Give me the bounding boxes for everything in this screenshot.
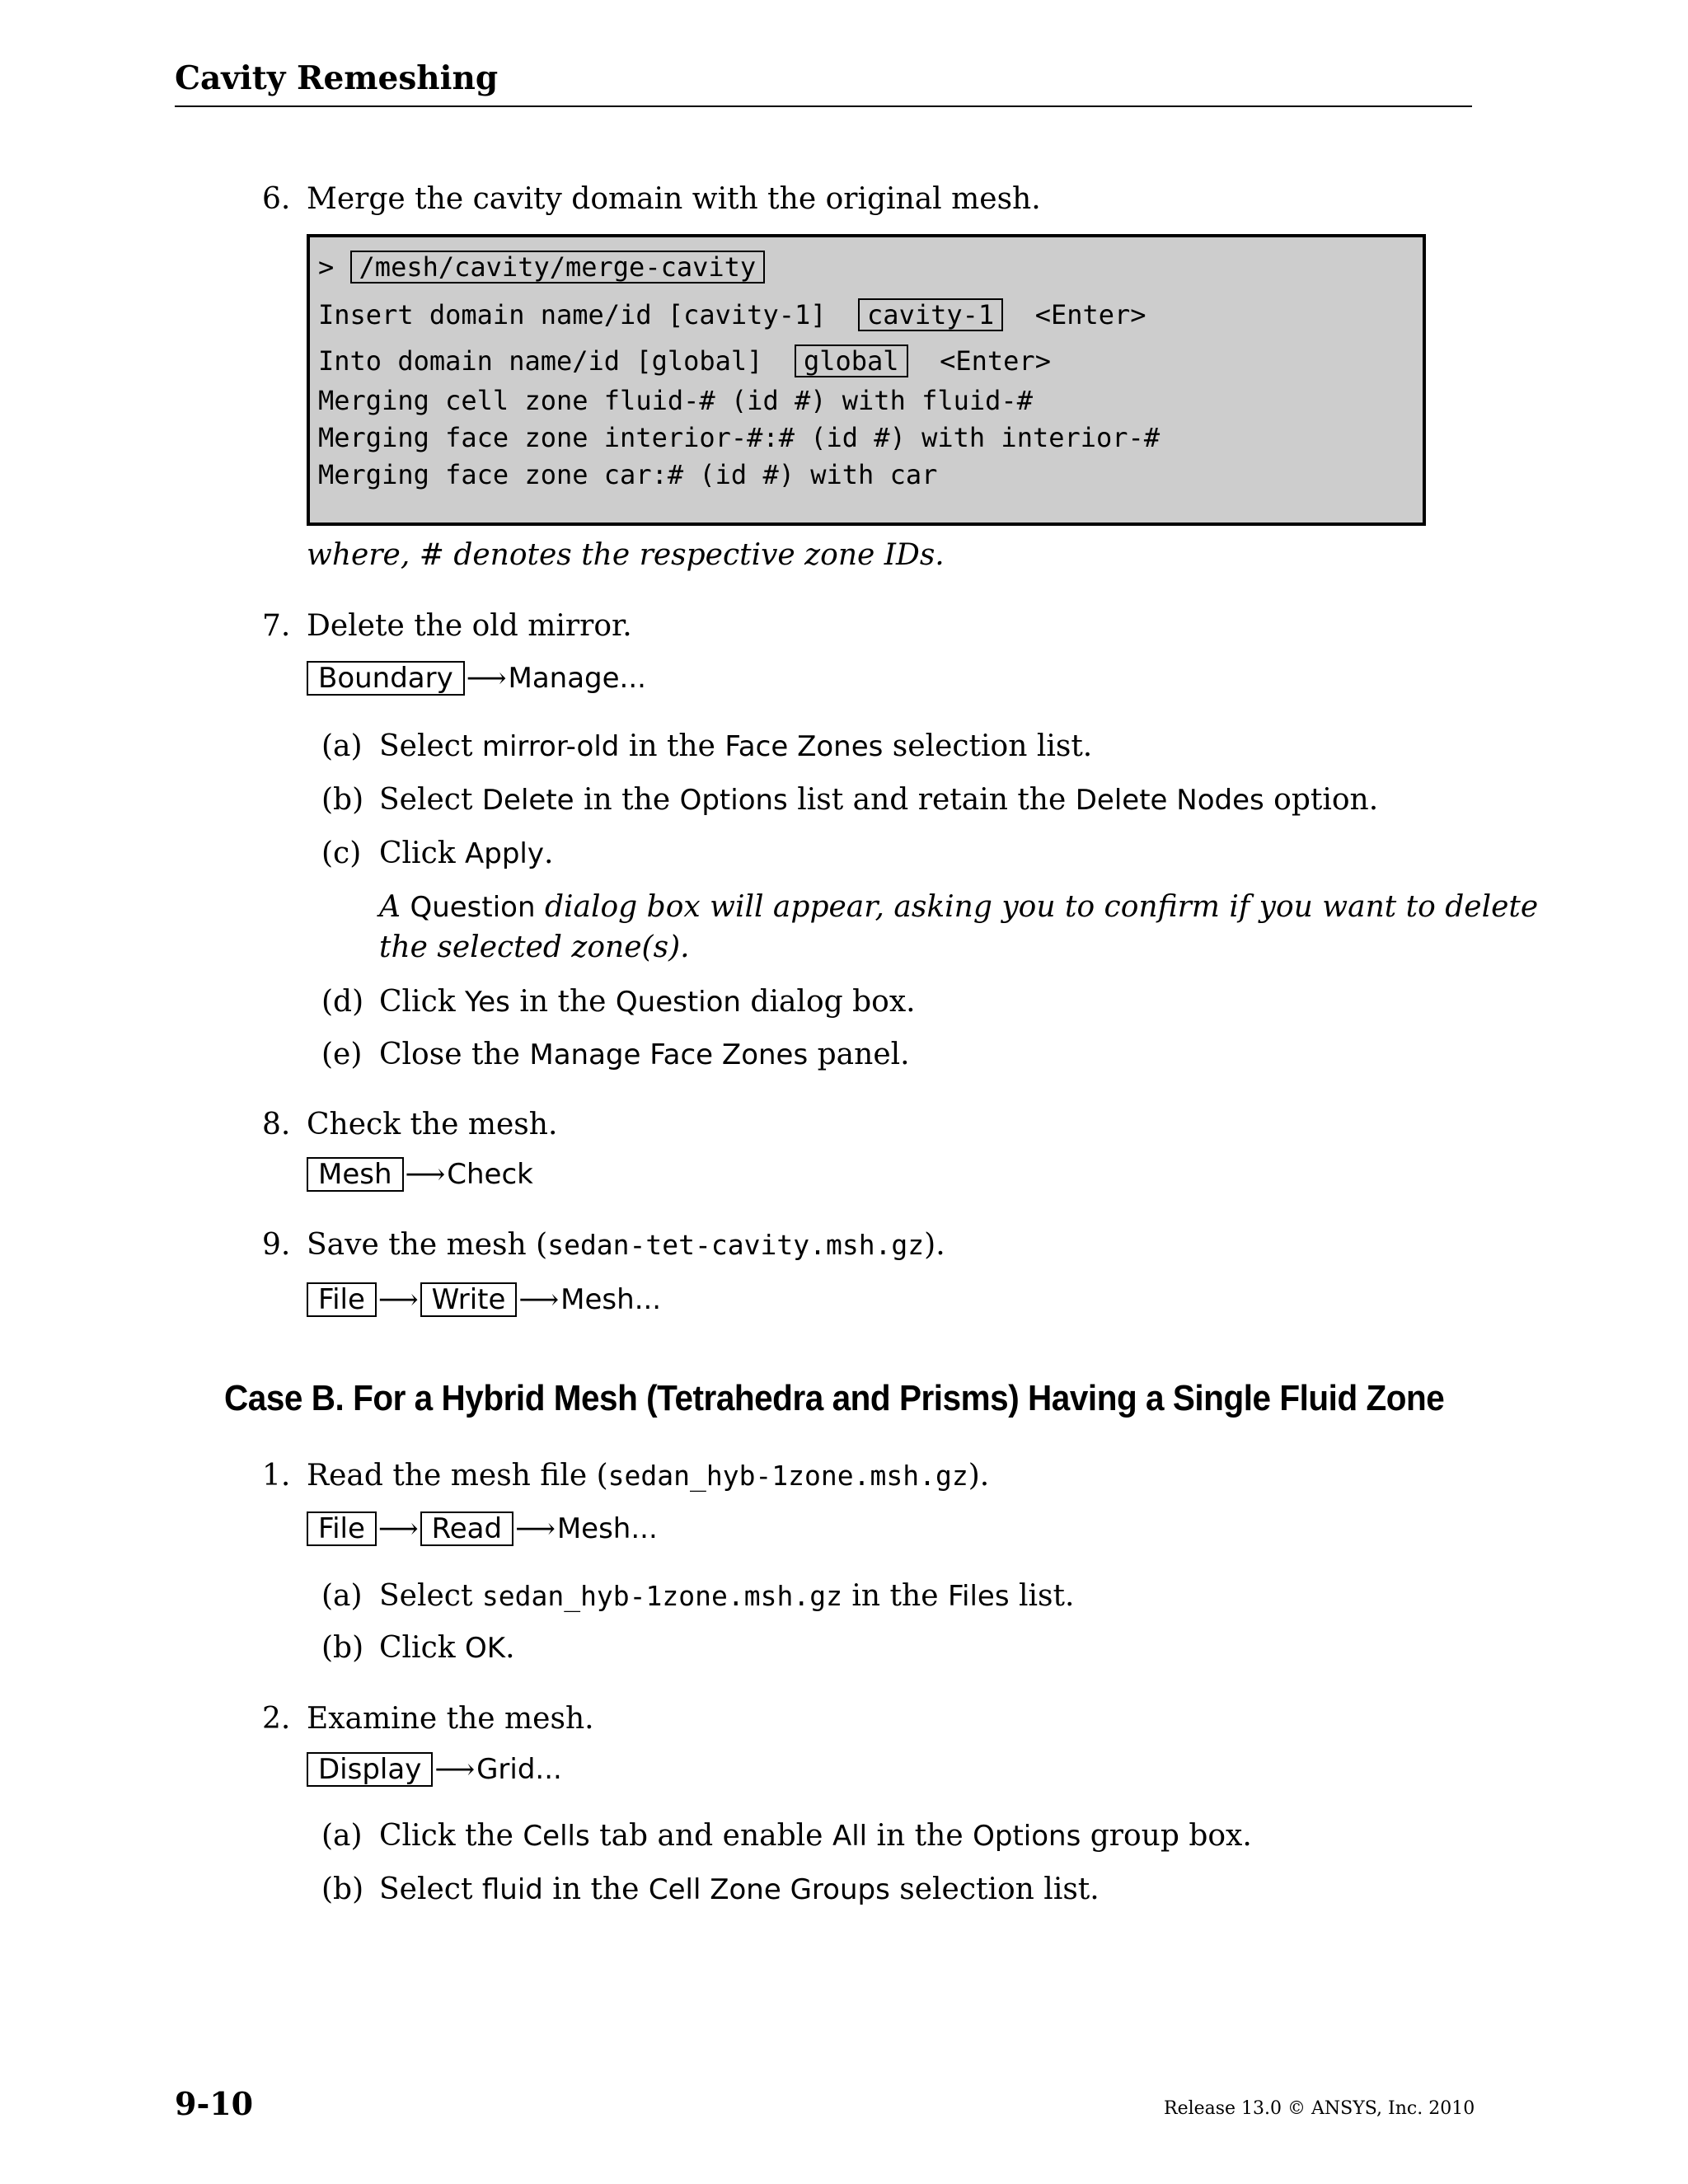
header-rule (175, 105, 1472, 107)
console-line (318, 344, 1051, 377)
arrow-icon: ⟶ (518, 1283, 560, 1316)
substep-text: Select mirror-old in the Face Zones selection list. (379, 729, 1093, 763)
substep-text: Select fluid in the Cell Zone Groups selection list. (379, 1872, 1100, 1906)
step-number: 2. (262, 1702, 291, 1736)
console-input: cavity-1 (858, 298, 1003, 331)
step-text: Examine the mesh. (307, 1702, 594, 1736)
substep-label: (b) (321, 783, 364, 817)
substep-text: Click the Cells tab and enable All in the Options group box. (379, 1819, 1252, 1853)
console-enter: <Enter> (1034, 299, 1146, 330)
substep-note: the selected zone(s). (379, 930, 690, 964)
arrow-icon: ⟶ (466, 662, 507, 695)
menu-mesh-item: Mesh... (556, 1512, 658, 1545)
menu-write: Write (420, 1282, 518, 1317)
step-number: 6. (262, 182, 291, 216)
substep-text: Select sedan_hyb-1zone.msh.gz in the Files list. (379, 1579, 1075, 1613)
menu-check: Check (447, 1158, 533, 1191)
menu-file: File (307, 1511, 377, 1546)
section-heading: Case B. For a Hybrid Mesh (Tetrahedra and Prisms) Having a Single Fluid Zone (224, 1378, 1445, 1418)
substep-label: (b) (321, 1631, 364, 1665)
substep-label: (a) (321, 729, 363, 763)
menu-path (307, 1157, 533, 1192)
step-text: Delete the old mirror. (307, 609, 632, 643)
step-number: 9. (262, 1228, 291, 1262)
arrow-icon: ⟶ (377, 1283, 419, 1316)
console-line: Merging face zone car:# (id #) with car (318, 459, 938, 490)
console-enter: <Enter> (940, 345, 1051, 377)
substep-label: (b) (321, 1872, 364, 1906)
step-number: 8. (262, 1108, 291, 1141)
step-text: Save the mesh (sedan-tet-cavity.msh.gz). (307, 1228, 945, 1262)
substep-label: (c) (321, 837, 362, 870)
substep-text: Select Delete in the Options list and retain the Delete Nodes option. (379, 783, 1379, 817)
console-command: /mesh/cavity/merge-cavity (350, 251, 766, 284)
console-input: global (795, 344, 908, 377)
console-text: Into domain name/id [global] (318, 345, 763, 377)
arrow-icon: ⟶ (434, 1753, 476, 1786)
console-text: Insert domain name/id [cavity-1] (318, 299, 827, 330)
substep-text: Click Yes in the Question dialog box. (379, 985, 916, 1019)
substep-label: (d) (321, 985, 364, 1019)
menu-path (307, 1752, 562, 1787)
release-notice: Release 13.0 © ANSYS, Inc. 2010 (1164, 2098, 1475, 2119)
console-note: where, # denotes the respective zone IDs. (307, 538, 945, 572)
menu-mesh: Mesh (307, 1157, 404, 1192)
substep-label: (a) (321, 1579, 363, 1613)
step-text: Check the mesh. (307, 1108, 558, 1141)
menu-path (307, 661, 646, 696)
menu-file: File (307, 1282, 377, 1317)
substep-text: Click Apply. (379, 837, 554, 870)
arrow-icon: ⟶ (515, 1512, 556, 1545)
console-line: Merging face zone interior-#:# (id #) with interior-# (318, 422, 1160, 453)
menu-manage: Manage... (508, 662, 646, 695)
step-number: 7. (262, 609, 291, 643)
menu-path (307, 1511, 658, 1546)
arrow-icon: ⟶ (405, 1158, 446, 1191)
console-line (318, 298, 1146, 331)
menu-read: Read (420, 1511, 513, 1546)
menu-display: Display (307, 1752, 433, 1787)
substep-text: Click OK. (379, 1631, 515, 1665)
substep-label: (a) (321, 1819, 363, 1853)
substep-note: A Question dialog box will appear, asking you to confirm if you want to delete (379, 890, 1539, 924)
step-text: Merge the cavity domain with the original mesh. (307, 182, 1041, 216)
console-box (307, 234, 1426, 526)
console-prompt: > (318, 251, 335, 283)
substep-label: (e) (321, 1038, 363, 1071)
console-line (318, 251, 765, 284)
menu-mesh-item: Mesh... (560, 1283, 662, 1316)
running-header: Cavity Remeshing (175, 59, 499, 97)
menu-grid: Grid... (476, 1753, 562, 1786)
menu-path (307, 1282, 661, 1317)
step-text: Read the mesh file (sedan_hyb-1zone.msh.gz). (307, 1459, 990, 1493)
menu-boundary: Boundary (307, 661, 465, 696)
page-number: 9-10 (175, 2085, 254, 2122)
step-number: 1. (262, 1459, 291, 1493)
substep-text: Close the Manage Face Zones panel. (379, 1038, 910, 1071)
console-line: Merging cell zone fluid-# (id #) with fluid-# (318, 385, 1033, 416)
arrow-icon: ⟶ (377, 1512, 419, 1545)
